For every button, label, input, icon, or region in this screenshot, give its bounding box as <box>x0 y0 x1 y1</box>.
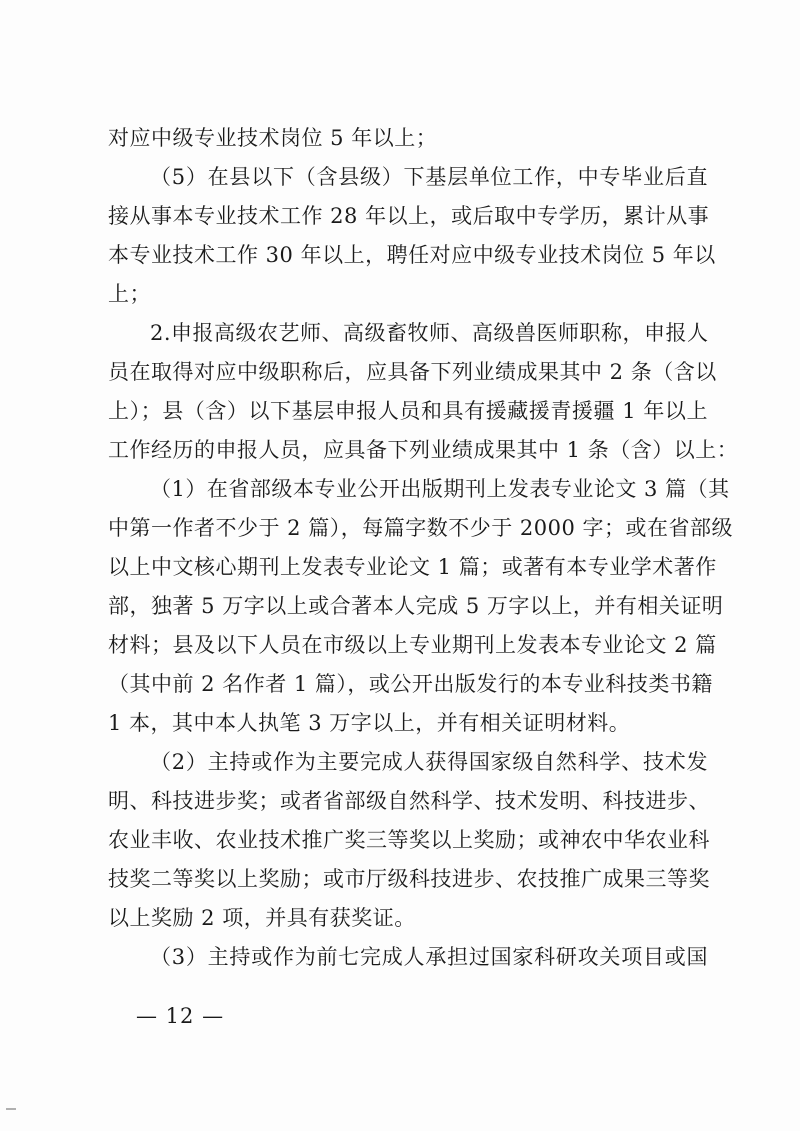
text-line-14: 材料；县及以下人员在市级以上专业期刊上发表本专业论文 2 篇 <box>108 633 717 657</box>
page-number: — 12 — <box>136 1004 225 1028</box>
text-line-16: 1 本，其中本人执笔 3 万字以上，并有相关证明材料。 <box>108 711 631 735</box>
text-line-20: 技奖二等奖以上奖励；或市厅级科技进步、农技推广成果三等奖 <box>108 867 710 891</box>
text-line-21: 以上奖励 2 项，并具有获奖证。 <box>108 906 416 930</box>
text-line-1: 对应中级专业技术岗位 5 年以上； <box>108 126 438 150</box>
scan-mark <box>6 1108 16 1110</box>
text-line-19: 农业丰收、农业技术推广奖三等奖以上奖励；或神农中华农业科 <box>108 828 710 852</box>
text-line-9: 工作经历的申报人员，应具备下列业绩成果其中 1 条（含）以上： <box>108 438 739 462</box>
text-line-22: （3）主持或作为前七完成人承担过国家科研攻关项目或国 <box>150 945 708 969</box>
text-line-8: 上）；县（含）以下基层申报人员和具有援藏援青援疆 1 年以上 <box>108 399 708 423</box>
text-line-12: 以上中文核心期刊上发表专业论文 1 篇；或著有本专业学术著作 <box>108 555 717 579</box>
text-line-17: （2）主持或作为主要完成人获得国家级自然科学、技术发 <box>150 750 708 774</box>
text-line-6: 2.申报高级农艺师、高级畜牧师、高级兽医师职称，申报人 <box>150 321 709 345</box>
text-line-13: 部，独著 5 万字以上或合著本人完成 5 万字以上，并有相关证明 <box>108 594 724 618</box>
text-line-4: 本专业技术工作 30 年以上，聘任对应中级专业技术岗位 5 年以 <box>108 243 716 267</box>
text-line-11: 中第一作者不少于 2 篇），每篇字数不少于 2000 字；或在省部级 <box>108 516 734 540</box>
text-line-2: （5）在县以下（含县级）下基层单位工作，中专毕业后直 <box>150 165 708 189</box>
text-line-7: 员在取得对应中级职称后，应具备下列业绩成果其中 2 条（含以 <box>108 360 717 384</box>
text-line-18: 明、科技进步奖；或者省部级自然科学、技术发明、科技进步、 <box>108 789 710 813</box>
text-line-5: 上； <box>108 282 151 306</box>
text-line-15: （其中前 2 名作者 1 篇），或公开出版发行的本专业科技类书籍 <box>108 672 713 696</box>
text-line-3: 接从事本专业技术工作 28 年以上，或后取中专学历，累计从事 <box>108 204 710 228</box>
text-line-10: （1）在省部级本专业公开出版期刊上发表专业论文 3 篇（其 <box>150 477 730 501</box>
